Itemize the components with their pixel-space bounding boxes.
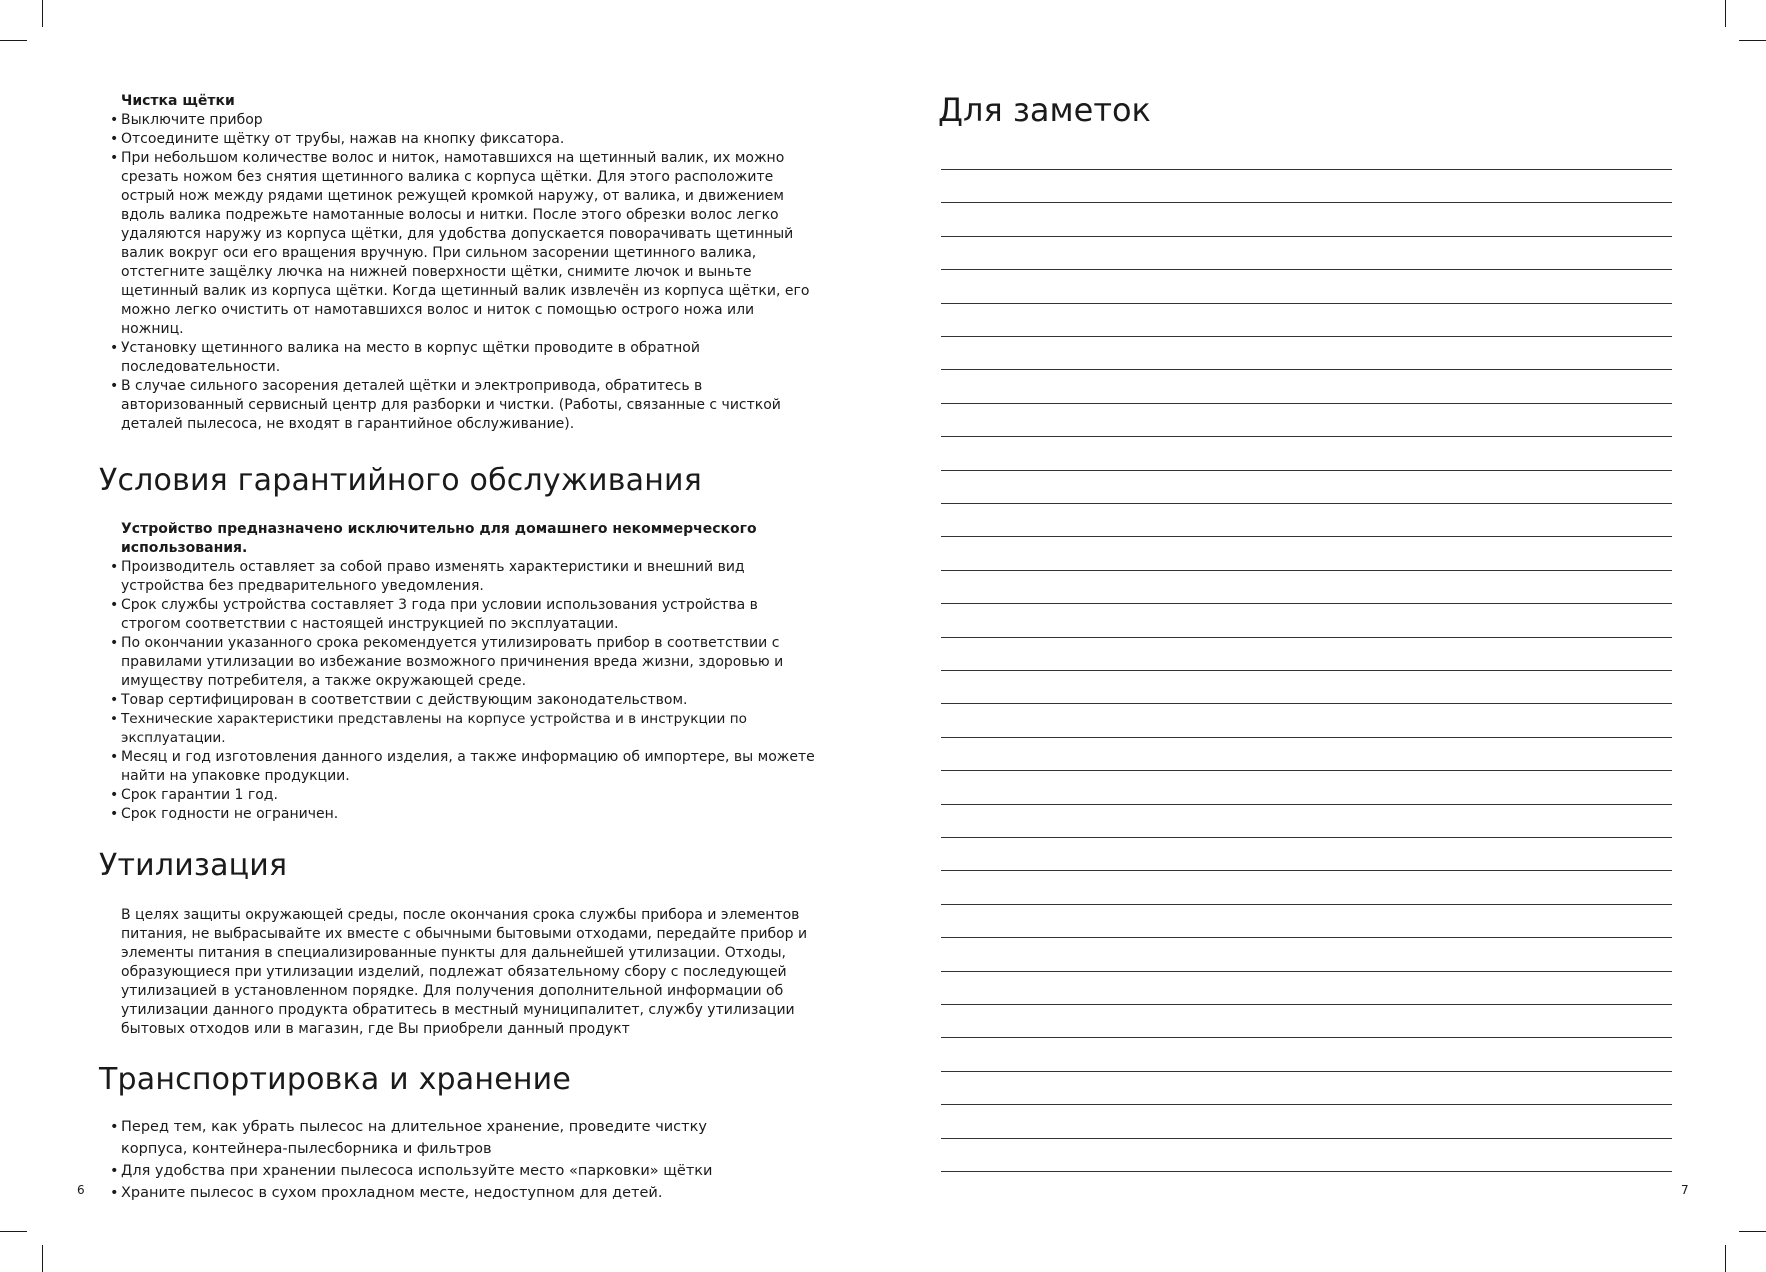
note-line <box>941 603 1672 604</box>
crop-mark-bottom-left-horizontal <box>0 1231 27 1232</box>
transport-list <box>98 1116 838 1204</box>
crop-mark-top-left-horizontal <box>0 40 27 41</box>
list-item: • Для удобства при хранении пылесоса используйте место «парковки» щётки <box>98 1160 838 1182</box>
transport-heading: Транспортировка и хранение <box>99 1062 572 1097</box>
disposal-text: В целях защиты окружающей среды, после окончания срока службы прибора и элементов питания, не выбрасывайте их вместе с обычными бытовыми отходами, передайте прибор и элементы питания в специализированные пункты для дальнейшей утилизации. Отходы, образующиеся при утилизации изделий, подлежат обязательному сбору с последующей утилизацией в установленном порядке. Для получения дополнительной информации об утилизации данного продукта обратитесь в местный муниципалитет, службу утилизации бытовых отходов или в магазин, где Вы приобрели данный продукт <box>121 907 808 1037</box>
crop-mark-bottom-right-vertical <box>1725 1245 1726 1272</box>
warranty-section <box>98 520 838 824</box>
list-item: • Срок службы устройства составляет 3 года при условии использования устройства в строгом соответствии с настоящей инструкцией по эксплуатации. <box>98 596 821 634</box>
note-line <box>941 1037 1672 1038</box>
note-line <box>941 870 1672 871</box>
list-item-text: В случае сильного засорения деталей щётки и электропривода, обратитесь в авторизованный сервисный центр для разборки и чистки. (Работы, связанные с чисткой деталей пылесоса, не входят в гарантийное обслуживание). <box>121 378 781 432</box>
list-item: • Товар сертифицирован в соответствии с действующим законодательством. <box>98 691 838 710</box>
note-line <box>941 637 1672 638</box>
list-item: • Срок годности не ограничен. <box>98 805 838 824</box>
note-line <box>941 670 1672 671</box>
note-line <box>941 169 1672 170</box>
warranty-intro: Устройство предназначено исключительно для домашнего некоммерческого использования. <box>121 521 757 556</box>
brush-cleaning-title: Чистка щётки <box>121 93 235 109</box>
list-item: • Установку щетинного валика на место в корпус щётки проводите в обратной последовательности. <box>98 339 838 377</box>
list-item: • Производитель оставляет за собой право изменять характеристики и внешний вид устройства без предварительного уведомления. <box>98 558 821 596</box>
list-item: • По окончании указанного срока рекомендуется утилизировать прибор в соответствии с правилами утилизации во избежание возможного причинения вреда жизни, здоровью и имуществу потребителя, а также окружающей среде. <box>98 634 791 691</box>
note-line <box>941 737 1672 738</box>
list-item-text: При небольшом количестве волос и ниток, намотавшихся на щетинный валик, их можно срезать ножом без снятия щетинного валика с корпуса щётки. Для этого расположите острый нож между рядами щетинок режущей кромкой наружу, от валика, и движением вдоль валика подрежьте намотанные волосы и нитки. После этого обрезки волос легко удаляются наружу из корпуса щётки, для удобства допускается поворачивать щетинный валик вокруг оси его вращения вручную. При сильном засорении щетинного валика, отстегните защёлку лючка на нижней поверхности щётки, снимите лючок и выньте щетинный валик из корпуса щётки. Когда щетинный валик извлечён из корпуса щётки, его можно легко очистить от намотавшихся волос и ниток с помощью острого ножа или ножниц. <box>121 150 810 337</box>
note-line <box>941 470 1672 471</box>
note-line <box>941 303 1672 304</box>
note-line <box>941 971 1672 972</box>
note-line <box>941 269 1672 270</box>
note-line <box>941 1071 1672 1072</box>
crop-mark-top-right-vertical <box>1725 0 1726 27</box>
list-item: • Технические характеристики представлены на корпусе устройства и в инструкции по эксплуатации. <box>98 710 838 748</box>
note-line <box>941 336 1672 337</box>
list-item <box>98 149 813 339</box>
page-number-right: 7 <box>1681 1183 1689 1197</box>
note-line <box>941 703 1672 704</box>
note-line <box>941 236 1672 237</box>
list-item: • Месяц и год изготовления данного изделия, а также информацию об импортере, вы можете найти на упаковке продукции. <box>98 748 821 786</box>
crop-mark-top-right-horizontal <box>1739 40 1766 41</box>
note-line <box>941 1171 1672 1172</box>
warranty-list <box>98 558 838 824</box>
list-item: • Срок гарантии 1 год. <box>98 786 838 805</box>
note-line <box>941 837 1672 838</box>
warranty-heading: Условия гарантийного обслуживания <box>99 463 702 498</box>
brush-cleaning-section <box>98 92 838 434</box>
list-item: • Перед тем, как убрать пылесос на длительное хранение, проведите чистку корпуса, контейнера-пылесборника и фильтров <box>98 1116 761 1160</box>
left-page <box>98 92 838 1204</box>
note-line <box>941 369 1672 370</box>
list-item: • Выключите прибор <box>98 111 838 130</box>
crop-mark-top-left-vertical <box>42 0 43 27</box>
crop-mark-bottom-left-vertical <box>42 1245 43 1272</box>
note-line <box>941 570 1672 571</box>
note-line <box>941 536 1672 537</box>
note-line <box>941 1104 1672 1105</box>
right-page <box>938 88 1670 132</box>
list-item: • Отсоедините щётку от трубы, нажав на кнопку фиксатора. <box>98 130 838 149</box>
crop-mark-bottom-right-horizontal <box>1739 1231 1766 1232</box>
note-line <box>941 1004 1672 1005</box>
note-line <box>941 436 1672 437</box>
page-number-left: 6 <box>77 1183 85 1197</box>
note-line <box>941 202 1672 203</box>
note-line <box>941 403 1672 404</box>
note-line <box>941 804 1672 805</box>
notes-title: Для заметок <box>938 91 1151 129</box>
list-item <box>98 377 813 434</box>
note-line <box>941 937 1672 938</box>
disposal-heading: Утилизация <box>99 848 288 883</box>
note-line <box>941 1138 1672 1139</box>
list-item: • Храните пылесос в сухом прохладном месте, недоступном для детей. <box>98 1182 838 1204</box>
note-line <box>941 770 1672 771</box>
brush-cleaning-list <box>98 111 838 434</box>
note-line <box>941 904 1672 905</box>
note-line <box>941 503 1672 504</box>
